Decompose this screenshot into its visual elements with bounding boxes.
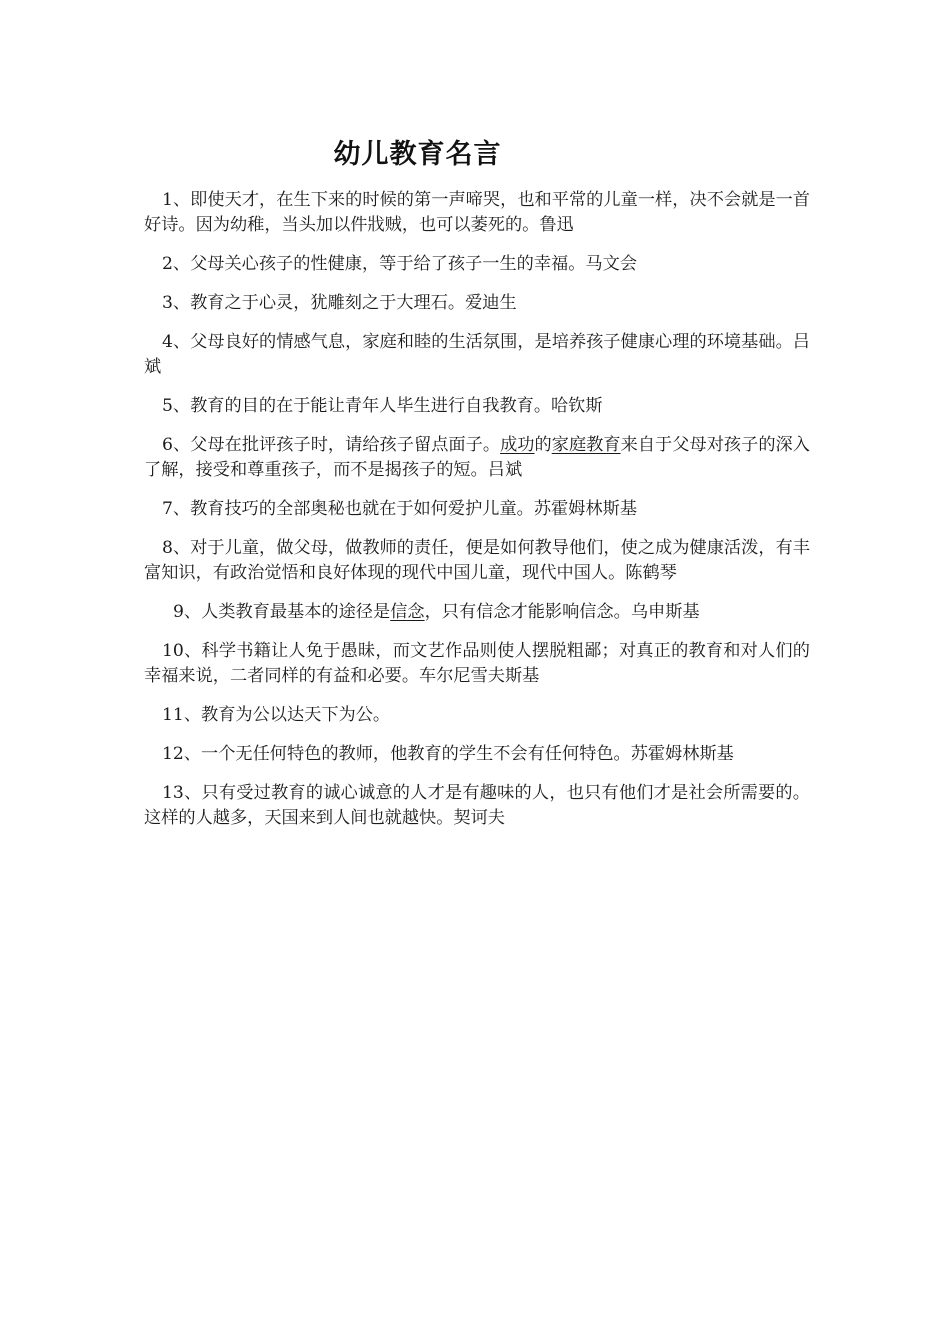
quote-item: 3、教育之于心灵，犹雕刻之于大理石。爱迪生: [162, 293, 517, 313]
quote-item: 8、对于儿童，做父母，做教师的责任，便是如何教导他们，使之成为健康活泼，有丰富知识，有政治觉悟和良好体现的现代中国儿童，现代中国人。陈鹤琴: [144, 538, 810, 583]
quote-item: [144, 433, 810, 483]
quote-item: 12、一个无任何特色的教师，他教育的学生不会有任何特色。苏霍姆林斯基: [162, 744, 734, 764]
quote-item: 1、即使天才，在生下来的时候的第一声啼哭，也和平常的儿童一样，决不会就是一首好诗。因为幼稚，当头加以件戕贼，也可以萎死的。鲁迅: [144, 190, 810, 235]
quote-item: 4、父母良好的情感气息，家庭和睦的生活氛围，是培养孩子健康心理的环境基础。吕斌: [144, 332, 810, 377]
quote-text: ，只有信念才能影响信念。乌申斯基: [424, 602, 700, 622]
quote-text: 6、父母在批评孩子时，请给孩子留点面子。: [162, 435, 501, 455]
quote-item: 5、教育的目的在于能让青年人毕生进行自我教育。哈钦斯: [162, 396, 603, 416]
quote-item: [144, 600, 810, 625]
quote-item: 2、父母关心孩子的性健康，等于给了孩子一生的幸福。马文会: [162, 254, 638, 274]
quote-text: 的: [534, 435, 552, 455]
quote-list: [144, 188, 810, 845]
family-education-link[interactable]: 家庭教育: [551, 435, 621, 455]
document-title: 幼儿教育名言: [333, 139, 502, 170]
quote-item: 11、教育为公以达天下为公。: [162, 705, 391, 725]
quote-text: 来自于父母对孩子的深入了解，接受和尊重孩子，而不是揭孩子的短。吕斌: [144, 435, 810, 480]
success-link[interactable]: 成功: [500, 435, 535, 455]
belief-link[interactable]: 信念: [390, 602, 425, 622]
quote-item: 7、教育技巧的全部奥秘也就在于如何爱护儿童。苏霍姆林斯基: [162, 499, 638, 519]
quote-item: 10、科学书籍让人免于愚昧，而文艺作品则使人摆脱粗鄙；对真正的教育和对人们的幸福来说，二者同样的有益和必要。车尔尼雪夫斯基: [144, 641, 810, 686]
quote-text: 9、人类教育最基本的途径是: [173, 602, 391, 622]
quote-item: 13、只有受过教育的诚心诚意的人才是有趣味的人，也只有他们才是社会所需要的。这样的人越多，天国来到人间也就越快。契诃夫: [144, 783, 810, 828]
